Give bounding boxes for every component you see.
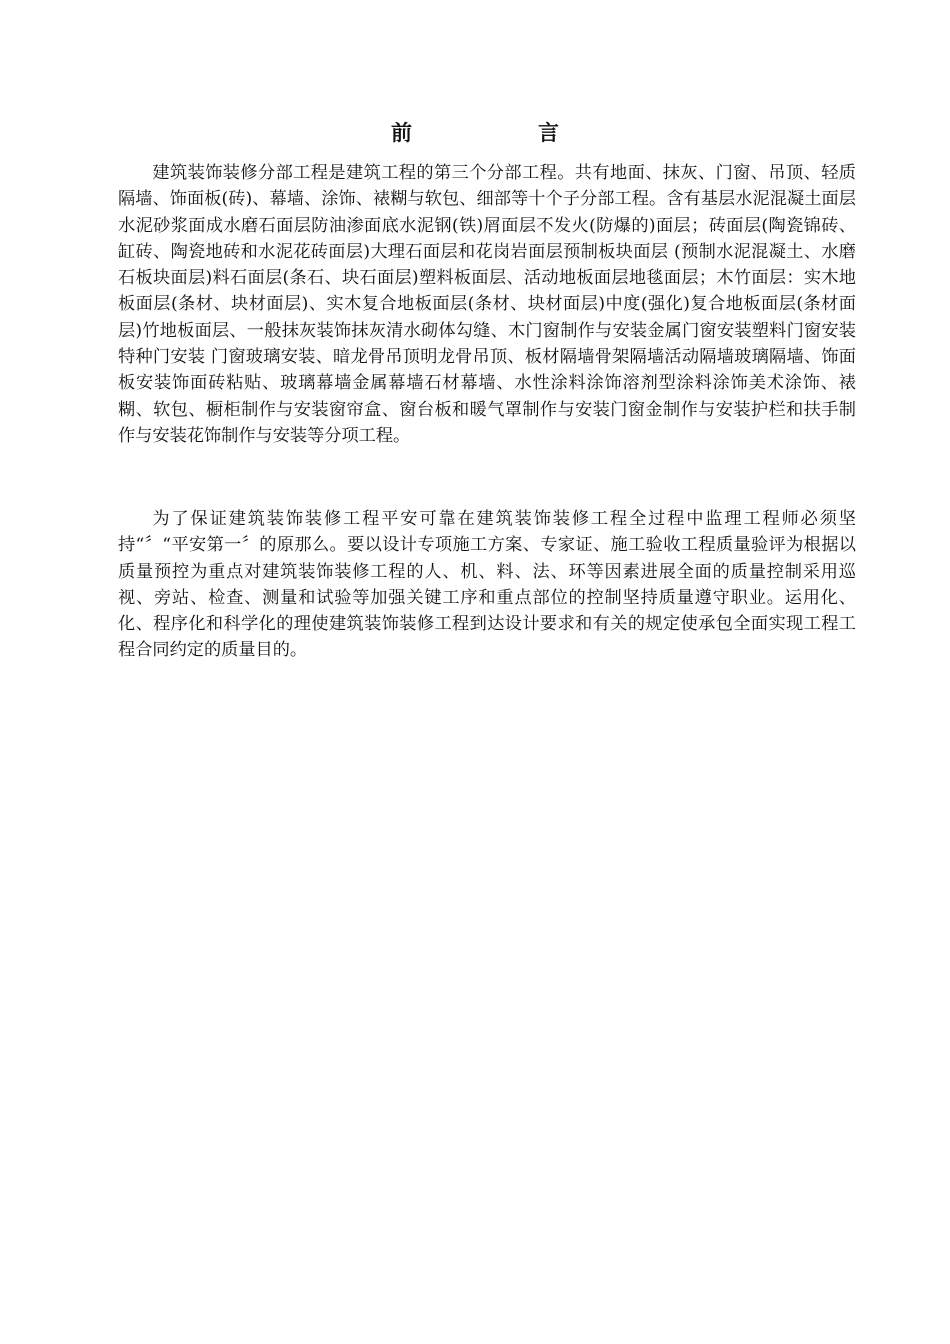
paragraph-quality-control: 为了保证建筑装饰装修工程平安可靠在建筑装饰装修工程全过程中监理工程师必须坚持“〞“平安第一〞的原那么。要以设计专项施工方案、专家证、施工验收工程质量验评为根据以质量预控为重点对建筑装饰装修工程的人、机、料、法、环等因素进展全面的质量控制采用巡视、旁站、检查、测量和试验等加强关键工序和重点部位的控制坚持质量遵守职业。运用化、化、程序化和科学化的理使建筑装饰装修工程到达设计要求和有关的规定使承包全面实现工程工程合同约定的质量目的。 (118, 509, 856, 661)
document-title: 前 言 (391, 120, 587, 145)
paragraph-scope: 建筑装饰装修分部工程是建筑工程的第三个分部工程。共有地面、抹灰、门窗、吊顶、轻质隔墙、饰面板(砖)、幕墙、涂饰、裱糊与软包、细部等十个子分部工程。含有基层水泥混凝土面层水泥砂浆面成水磨石面层防油渗面底水泥钢(铁)屑面层不发火(防爆的)面层；砖面层(陶瓷锦砖、缸砖、陶瓷地砖和水泥花砖面层)大理石面层和花岗岩面层预制板块面层 (预制水泥混凝土、水磨石板块面层)料石面层(条石、块石面层)塑料板面层、活动地板面层地毯面层；木竹面层：实木地板面层(条材、块材面层)、实木复合地板面层(条材、块材面层)中度(强化)复合地板面层(条材面层)竹地板面层、一般抹灰装饰抹灰清水砌体勾缝、木门窗制作与安装金属门窗安装塑料门窗安装特种门安装 门窗玻璃安装、暗龙骨吊顶明龙骨吊顶、板材隔墙骨架隔墙活动隔墙玻璃隔墙、饰面板安装饰面砖粘贴、玻璃幕墙金属幕墙石材幕墙、水性涂料涂饰溶剂型涂料涂饰美术涂饰、裱糊、软包、橱柜制作与安装窗帘盒、窗台板和暖气罩制作与安装门窗金制作与安装护栏和扶手制作与安装花饰制作与安装等分项工程。 (118, 163, 856, 446)
